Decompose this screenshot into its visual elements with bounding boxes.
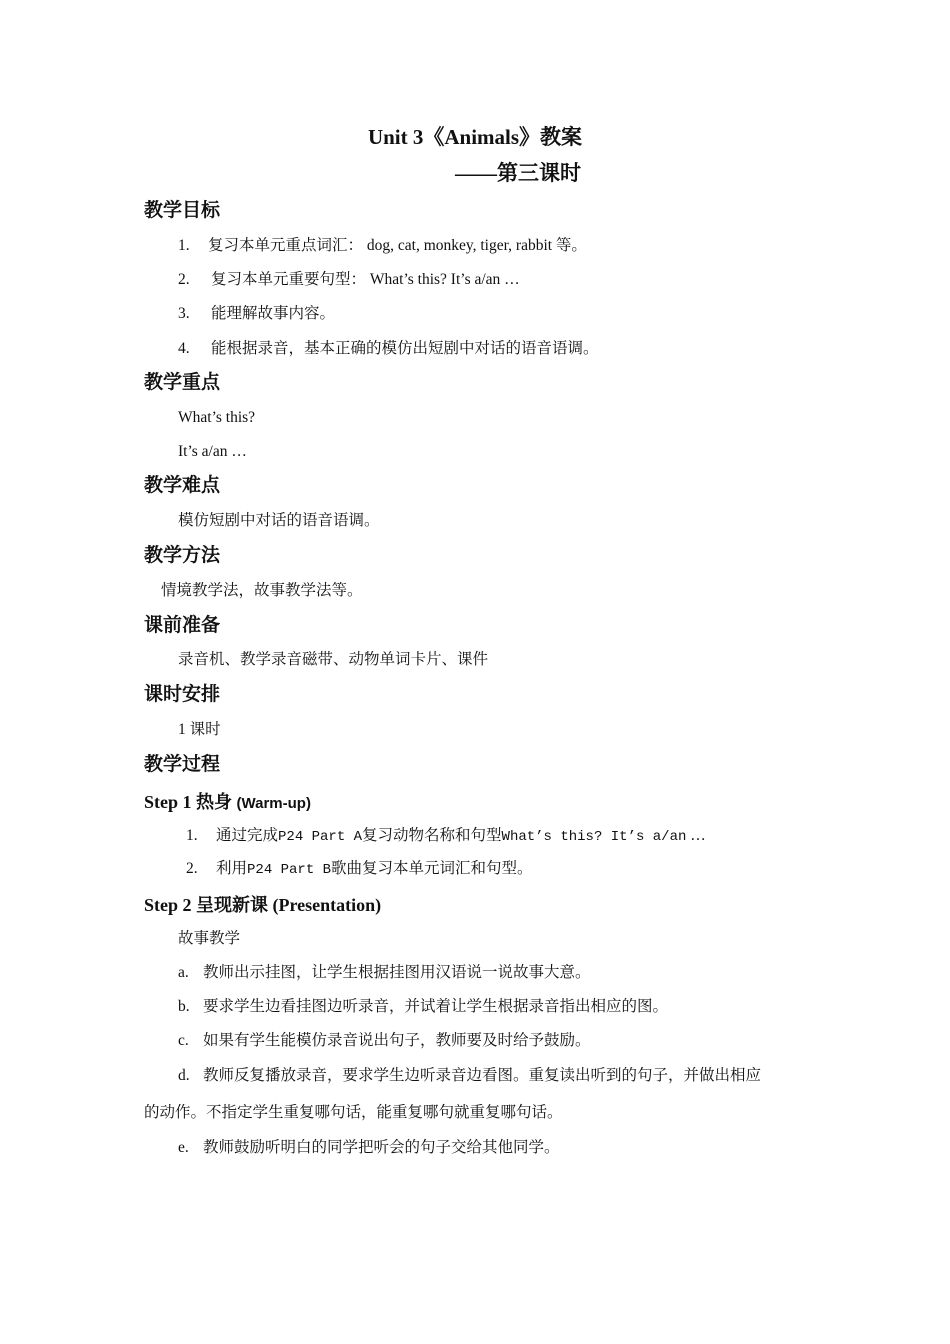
heading-methods: 教学方法 [144, 545, 221, 566]
objective-number: 1. [178, 237, 190, 254]
document-subtitle: ——第三课时 [455, 161, 581, 185]
step2-item-d-continuation: 的动作。不指定学生重复哪句话，能重复哪句就重复哪句话。 [144, 1104, 563, 1121]
step1-item-text: 通过完成 [216, 827, 279, 844]
step1-label: Step 1 热身 [144, 792, 237, 812]
step1-item-text: … [686, 827, 706, 844]
objective-item-3 [178, 302, 335, 326]
step2-item-e [178, 1136, 560, 1160]
objective-text: 复习本单元重点词汇： dog, cat, monkey, tiger, rabbit 等。 [208, 237, 587, 254]
step1-item-number: 1. [186, 827, 198, 844]
objective-text: 能理解故事内容。 [211, 305, 336, 322]
objective-text: 能根据录音，基本正确的模仿出短剧中对话的语音语调。 [211, 340, 599, 357]
step2-item-text: 教师鼓励听明白的同学把听会的句子交给其他同学。 [203, 1139, 560, 1156]
step2-item-text: 教师出示挂图，让学生根据挂图用汉语说一说故事大意。 [203, 964, 591, 981]
objective-item-4 [178, 337, 599, 361]
heading-objectives: 教学目标 [144, 200, 221, 221]
step1-item-text: 利用 [216, 860, 248, 877]
step1-heading [144, 789, 311, 817]
heading-key-points: 教学重点 [144, 372, 221, 393]
step2-intro: 故事教学 [178, 930, 241, 947]
heading-preparation: 课前准备 [144, 615, 221, 636]
step2-heading: Step 2 呈现新课 (Presentation) [144, 895, 382, 915]
step1-item-text: 歌曲复习本单元词汇和句型。 [331, 860, 533, 877]
step2-item-a [178, 961, 591, 985]
objective-number: 3. [178, 305, 190, 322]
schedule-text: 1 课时 [178, 721, 221, 738]
step1-item-code: What’s this? It’s a/an [501, 829, 687, 845]
step2-item-d [178, 1064, 761, 1088]
step2-item-letter: a. [178, 964, 189, 981]
objective-number: 4. [178, 340, 190, 357]
step1-item-code: P24 Part A [278, 829, 363, 845]
step2-item-c [178, 1029, 591, 1053]
step2-item-b [178, 995, 668, 1019]
objective-item-2 [178, 268, 520, 292]
objective-number: 2. [178, 271, 190, 288]
step1-item-text: 复习动物名称和句型 [362, 827, 502, 844]
heading-schedule: 课时安排 [144, 684, 221, 705]
step2-item-text: 教师反复播放录音，要求学生边听录音边看图。重复读出听到的句子，并做出相应 [203, 1067, 762, 1084]
step2-item-letter: c. [178, 1032, 189, 1049]
heading-difficulties: 教学难点 [144, 475, 221, 496]
step2-item-text: 如果有学生能模仿录音说出句子，教师要及时给予鼓励。 [203, 1032, 591, 1049]
step2-item-letter: b. [178, 998, 190, 1015]
objective-item-1 [178, 234, 587, 258]
step1-item-code: P24 Part B [247, 862, 332, 878]
step1-item-number: 2. [186, 860, 198, 877]
key-point-line-1: What’s this? [178, 409, 256, 426]
preparation-text: 录音机、教学录音磁带、动物单词卡片、课件 [178, 651, 489, 668]
step2-item-text: 要求学生边看挂图边听录音，并试着让学生根据录音指出相应的图。 [203, 998, 669, 1015]
step2-item-letter: e. [178, 1139, 189, 1156]
key-point-line-2: It’s a/an … [178, 443, 247, 460]
objective-text: 复习本单元重要句型： What’s this? It’s a/an … [211, 271, 520, 288]
methods-text: 情境教学法，故事教学法等。 [161, 582, 363, 599]
difficulties-text: 模仿短剧中对话的语音语调。 [178, 512, 380, 529]
document-title: Unit 3《Animals》教案 [367, 125, 583, 149]
step1-label-en: (Warm-up) [236, 795, 311, 812]
step2-item-letter: d. [178, 1067, 190, 1084]
step1-item-2 [186, 857, 533, 882]
heading-process: 教学过程 [144, 754, 221, 775]
step1-item-1 [186, 824, 706, 849]
